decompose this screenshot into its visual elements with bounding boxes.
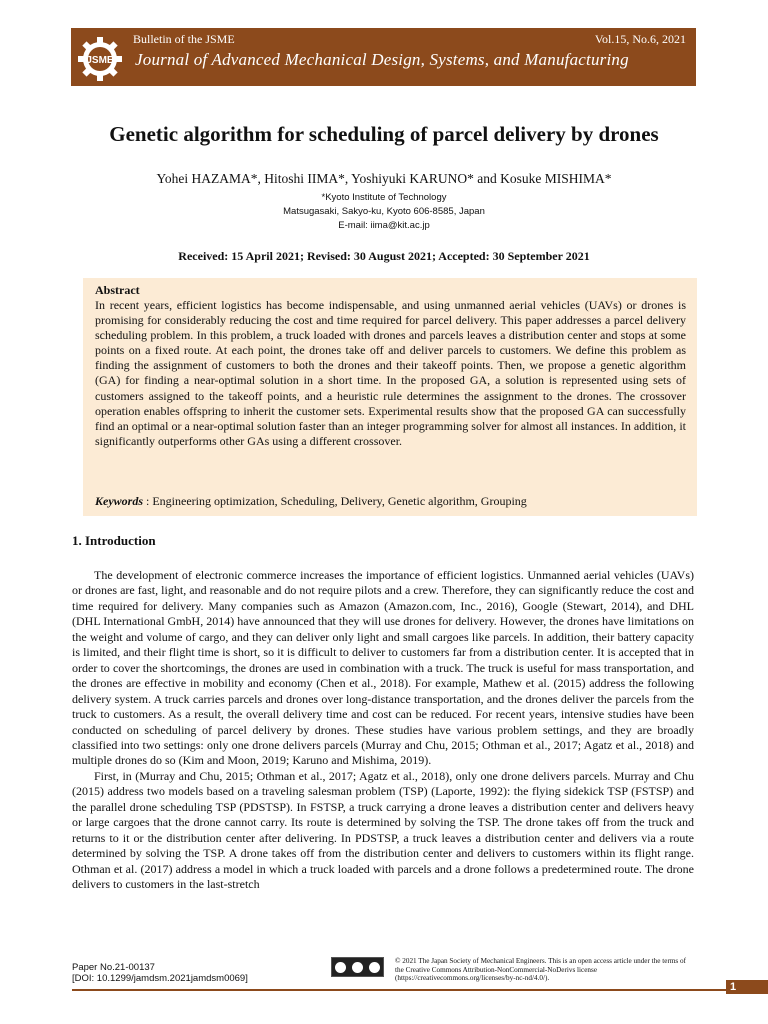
page-number: 1	[726, 980, 768, 994]
keywords-list: : Engineering optimization, Scheduling, Delivery, Genetic algorithm, Grouping	[143, 494, 527, 508]
body-text	[72, 568, 694, 893]
email: E-mail: iima@kit.ac.jp	[338, 220, 430, 231]
paragraph: First, in (Murray and Chu, 2015; Othman et al., 2017; Agatz et al., 2018), only one drone delivers parcels. Murray and Chu (2015) address two models based on a traveling salesman problem (TSP) (Laporte, 1992): the flying sidekick TSP (FSTSP) and the parallel drone scheduling TSP (PDSTSP). In FSTSP, a truck carrying a drone leaves a distribution center and delivers heavy or large cargoes that the drone cannot carry. Its route is determined by solving the TSP. The drone takes off from the truck and returns to it or the distribution center after delivering. In PDSTSP, a truck leaves a distribution center and delivers via a route determined by solving the TSP. A drone takes off from the distribution center and delivers to customers within its flight range. Othman et al. (2017) address a model in which a truck loaded with parcels and a drone follows a predetermined route. The drone delivers to customers in the last-stretch	[72, 768, 694, 892]
footer-divider	[72, 989, 726, 991]
abstract-heading: Abstract	[95, 283, 140, 297]
section-heading: 1. Introduction	[72, 533, 156, 548]
keywords-label: Keywords	[95, 494, 143, 508]
jsme-logo-icon	[77, 36, 123, 82]
keywords	[95, 494, 527, 509]
affiliation: *Kyoto Institute of Technology	[321, 192, 447, 203]
journal-banner	[71, 28, 696, 86]
journal-name: Journal of Advanced Mechanical Design, Systems, and Manufacturing	[135, 50, 629, 69]
cc-license-icon	[331, 957, 384, 977]
paper-title: Genetic algorithm for scheduling of parcel delivery by drones	[109, 122, 659, 146]
received-dates: Received: 15 April 2021; Revised: 30 August 2021; Accepted: 30 September 2021	[178, 249, 590, 263]
abstract-box	[83, 278, 697, 516]
doi: [DOI: 10.1299/jamdsm.2021jamdsm0069]	[72, 973, 248, 984]
paragraph: The development of electronic commerce increases the importance of efficient logistics. Unmanned aerial vehicles (UAVs) or drones are fast, light, and reasonable and do not require pilots and a crew. Therefore, they can significantly reduce the cost and time required for delivery. Many companies such as Amazon (Amazon.com, Inc., 2016), Google (Stewart, 2014), and DHL (DHL International GmbH, 2014) have announced that they will use drones for delivery. However, the drones have limitations on the weight and volume of cargo, and they can deliver only light and small cargoes like parcels. In addition, their battery capacity is limited, and their flight time is short, so it is difficult to deliver to customers far from a distribution center. It is accepted that in order to cover the shortcomings, the drones are used in combination with a truck. The truck is useful for mass transportation, and the drones are effective in mobility and economy (Chen et al., 2018). For example, Mathew et al. (2015) address the following delivery system. A truck carries parcels and drones over long-distance transportation, and the drones deliver the parcels from the truck to customers. As a result, the overall delivery time and cost can be reduced. For recent years, intensive studies have been conducted on scheduling of parcel delivery by drones. These studies have various problem settings, and they are broadly classified into two settings: only one drone delivers parcels (Murray and Chu, 2015; Othman et al., 2017; Agatz et al., 2018) and multiple drones do so (Kim and Moon, 2019; Karuno and Mishima, 2019).	[72, 568, 694, 768]
paper-number: Paper No.21-00137	[72, 962, 155, 973]
bulletin-name: Bulletin of the JSME	[133, 32, 235, 46]
paper-identifiers	[72, 962, 248, 984]
paper-authors: Yohei HAZAMA*, Hitoshi IIMA*, Yoshiyuki KARUNO* and Kosuke MISHIMA*	[156, 171, 612, 186]
abstract-text: In recent years, efficient logistics has become indispensable, and using unmanned aerial vehicles (UAVs) or drones is promising for considerably reducing the cost and time required for parcel delivery. This paper addresses a parcel delivery scheduling problem. In this problem, a truck loaded with drones and parcels leaves a distribution center and stops at some points on a fixed route. At each point, the drones take off and deliver parcels to customers. We define this problem as finding the assignment of customers to both the drones and their takeoff points. Then, we propose a genetic algorithm (GA) for finding a near-optimal solution in a short time. In the proposed GA, a solution is represented using sets of customers assigned to the takeoff points, and a heuristic rule determines the assignment to the drones. The crossover operation enables offspring to inherit the customer sets. Experimental results show that the proposed GA can successfully find an optimal or a near-optimal solution faster than an integer programming solver for almost all instances. In addition, it significantly outperforms other GAs using a different crossover.	[95, 298, 686, 448]
address: Matsugasaki, Sakyo-ku, Kyoto 606-8585, Japan	[283, 206, 485, 217]
logo-text: JSME	[86, 55, 114, 66]
copyright-notice: © 2021 The Japan Society of Mechanical Engineers. This is an open access article under the terms of the Creative Commons Attribution-NonCommercial-NoDerivs license (https://creativecommons.org/licenses/by-nc-nd/4.0/).	[395, 957, 687, 983]
volume-info: Vol.15, No.6, 2021	[594, 32, 686, 46]
